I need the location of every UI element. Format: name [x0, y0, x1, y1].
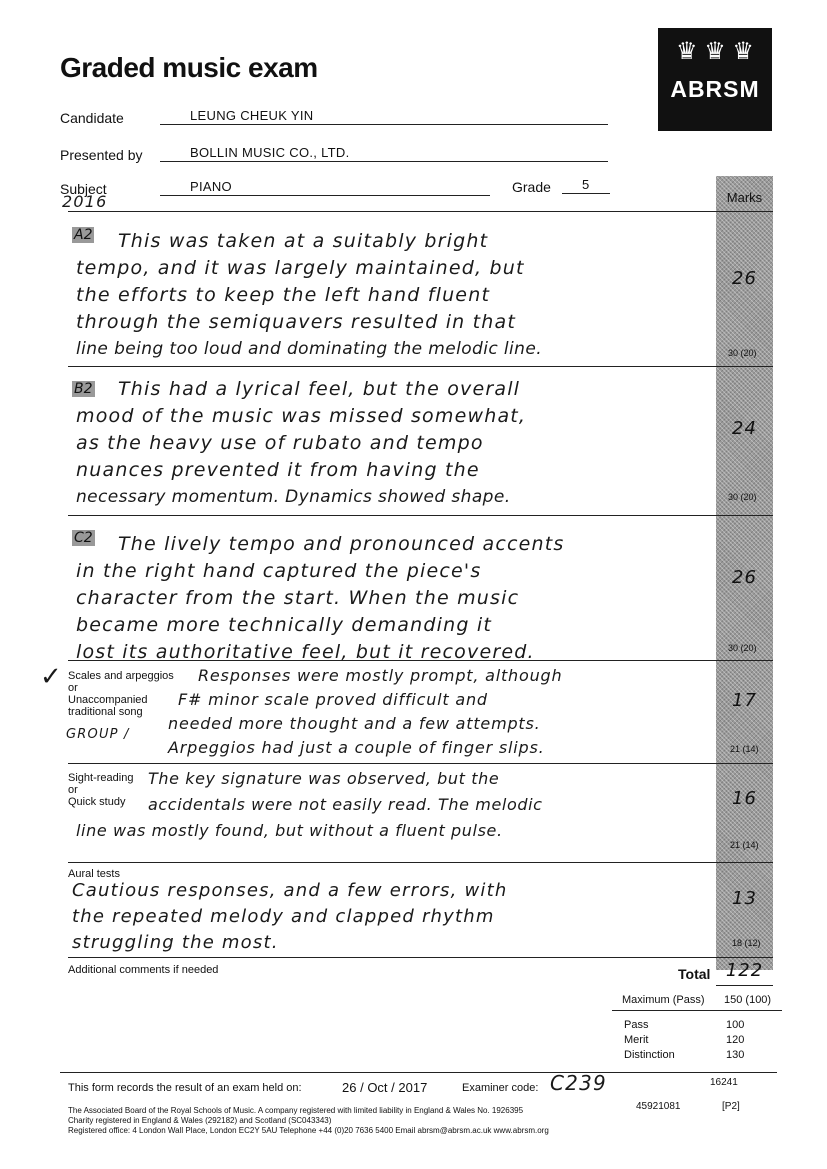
total-value: 122 [725, 960, 764, 981]
piece-c-max: 30 (20) [728, 643, 757, 653]
group-note: GROUP / [66, 727, 130, 742]
grade-thresholds-values [726, 1018, 744, 1063]
total-label: Total [678, 966, 711, 982]
comment-line: Cautious responses, and a few errors, with [72, 880, 508, 901]
page-title: Graded music exam [60, 52, 318, 83]
subject-underline [160, 195, 490, 196]
piece-b-mark: 24 [732, 418, 757, 439]
aural-mark: 13 [732, 888, 757, 909]
aural-label: Aural tests [68, 868, 120, 880]
piece-c-mark: 26 [732, 567, 757, 588]
section-divider [68, 862, 773, 863]
aural-comment [72, 878, 712, 956]
maximum-label: Maximum (Pass) [622, 994, 705, 1006]
footer-divider [60, 1072, 777, 1073]
sight-label-line: Sight-reading [68, 772, 134, 784]
comment-line: character from the start. When the music [76, 587, 520, 609]
scales-label-line: Scales and arpeggios [68, 670, 174, 682]
comment-line: tempo, and it was largely maintained, but [76, 257, 525, 279]
comment-line: the efforts to keep the left hand fluent [76, 284, 491, 306]
piece-a-max: 30 (20) [728, 348, 757, 358]
additional-comments-label: Additional comments if needed [68, 964, 219, 976]
comment-line: line was mostly found, but without a fluent pulse. [76, 821, 503, 840]
presented-by-value: BOLLIN MUSIC CO., LTD. [190, 145, 350, 160]
scales-or: or [68, 682, 78, 694]
comment-line: the repeated melody and clapped rhythm [72, 906, 495, 927]
pass-label: Pass [624, 1019, 649, 1031]
piece-a-comment [76, 228, 716, 363]
scales-mark: 17 [732, 690, 757, 711]
comment-line: This had a lyrical feel, but the overall [118, 378, 521, 400]
presented-by-underline [160, 161, 608, 162]
comment-line: in the right hand captured the piece's [76, 560, 482, 582]
comment-line: mood of the music was missed somewhat, [76, 405, 527, 427]
comment-line: necessary momentum. Dynamics showed shape. [76, 487, 511, 507]
subject-label: Subject [60, 181, 107, 197]
piece-b-comment [76, 376, 716, 511]
piece-c-comment [76, 531, 716, 666]
comment-line: lost its authoritative feel, but it recovered. [76, 641, 535, 663]
piece-badge: C2 [74, 530, 93, 546]
comment-line: Responses were mostly prompt, although [198, 666, 563, 685]
scales-label [68, 670, 174, 718]
examiner-code-label: Examiner code: [462, 1082, 539, 1094]
date-day: 26 [342, 1080, 357, 1095]
tick-mark: ✓ [40, 662, 63, 692]
piece-badge: A2 [74, 227, 93, 243]
marks-header: Marks [726, 190, 763, 205]
page-ref: [P2] [722, 1101, 740, 1112]
comment-line: nuances prevented it from having the [76, 459, 480, 481]
sight-reading-label [68, 772, 133, 808]
candidate-label: Candidate [60, 110, 124, 126]
sight-max: 21 (14) [730, 840, 759, 850]
maximum-value: 150 (100) [724, 994, 772, 1006]
comment-line: The lively tempo and pronounced accents [118, 533, 565, 555]
section-divider [68, 660, 773, 661]
distinction-value: 130 [726, 1049, 745, 1061]
merit-label: Merit [624, 1034, 649, 1046]
comment-line: as the heavy use of rubato and tempo [76, 432, 484, 454]
section-divider [68, 366, 773, 367]
sight-mark: 16 [732, 788, 757, 809]
section-divider [68, 211, 773, 212]
legal-line: Registered office: 4 London Wall Place, London EC2Y 5AU Telephone +44 (0)20 7636 5400 Email abrsm@abrsm.ac.uk www.abrsm.org [68, 1126, 549, 1135]
pass-value: 100 [726, 1019, 745, 1031]
form-records-text: This form records the result of an exam held on: [68, 1082, 302, 1094]
scales-label-line: traditional song [68, 706, 143, 718]
scales-comment [168, 664, 718, 760]
crown-icon: ♛ ♛ ♛ [676, 38, 754, 65]
comment-line: through the semiquavers resulted in that [76, 311, 517, 333]
piece-a-mark: 26 [732, 268, 757, 289]
logo-text: ABRSM [670, 76, 760, 102]
legal-line: Charity registered in England & Wales (292182) and Scotland (SC043343) [68, 1116, 332, 1125]
comment-line: F# minor scale proved difficult and [178, 690, 488, 709]
section-divider [68, 763, 773, 764]
candidate-underline [160, 124, 608, 125]
year-note: 2016 [62, 192, 108, 211]
date-month: Oct [367, 1080, 388, 1095]
scales-label-line: Unaccompanied [68, 694, 148, 706]
aural-max: 18 (12) [732, 938, 761, 948]
comment-line: The key signature was observed, but the [148, 769, 500, 788]
grade-value: 5 [582, 177, 590, 192]
comment-line: This was taken at a suitably bright [118, 230, 489, 252]
grade-thresholds-labels [624, 1018, 675, 1063]
comment-line: Arpeggios had just a couple of finger slips. [168, 738, 545, 757]
candidate-value: LEUNG CHEUK YIN [190, 108, 314, 123]
grade-underline [562, 193, 610, 194]
section-divider [68, 957, 773, 958]
comment-line: line being too loud and dominating the melodic line. [76, 339, 542, 359]
examiner-code-value: C239 [550, 1071, 607, 1095]
comment-line: became more technically demanding it [76, 614, 492, 636]
legal-footer [68, 1106, 628, 1136]
piece-badge: B2 [74, 381, 93, 397]
legal-line: The Associated Board of the Royal Schools of Music. A company registered with limited liability in England & Wales No. 1926395 [68, 1106, 524, 1115]
grade-label: Grade [512, 179, 551, 195]
reference-number: 16241 [710, 1077, 738, 1088]
presented-by-label: Presented by [60, 147, 143, 163]
piece-b-max: 30 (20) [728, 492, 757, 502]
total-underline [716, 985, 773, 986]
merit-value: 120 [726, 1034, 745, 1046]
barcode-number: 45921081 [636, 1101, 681, 1112]
section-divider [68, 515, 773, 516]
exam-date: 26 / Oct / 2017 [342, 1080, 428, 1095]
sight-or: or [68, 784, 78, 796]
abrsm-logo [658, 28, 772, 131]
scales-max: 21 (14) [730, 744, 759, 754]
sight-label-line: Quick study [68, 796, 126, 808]
subject-value: PIANO [190, 179, 232, 194]
date-year: 2017 [398, 1080, 428, 1095]
comment-line: accidentals were not easily read. The melodic [148, 795, 543, 814]
comment-line: struggling the most. [72, 932, 279, 953]
comment-line: needed more thought and a few attempts. [168, 714, 541, 733]
grades-divider [612, 1010, 782, 1011]
distinction-label: Distinction [624, 1049, 675, 1061]
